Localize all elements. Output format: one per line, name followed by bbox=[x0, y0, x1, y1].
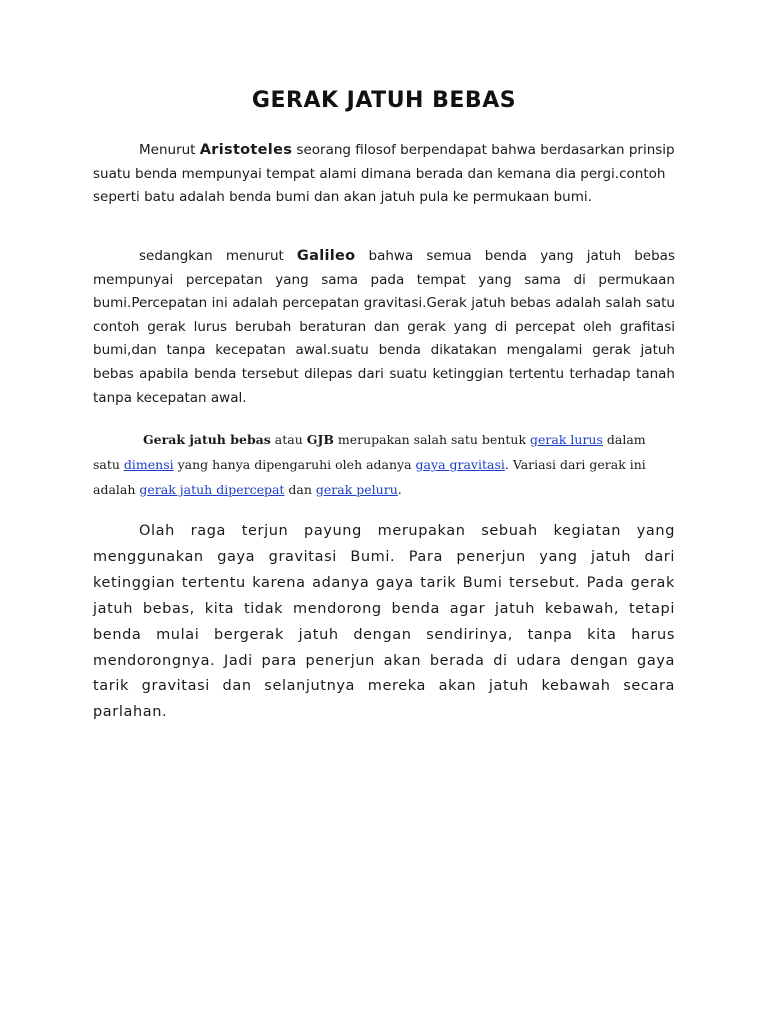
link-gaya-gravitasi[interactable]: gaya gravitasi bbox=[415, 457, 505, 472]
paragraph-galileo bbox=[93, 245, 675, 410]
p1-text-start: Menurut bbox=[139, 142, 200, 158]
link-gerak-peluru[interactable]: gerak peluru bbox=[315, 482, 398, 497]
p3-text-7: . bbox=[397, 482, 402, 497]
p3-text-3: dalam satu bbox=[93, 432, 646, 472]
name-galileo: Galileo bbox=[296, 248, 356, 264]
link-dimensi[interactable]: dimensi bbox=[123, 457, 174, 472]
name-aristoteles: Aristoteles bbox=[199, 142, 293, 158]
p3-text-4: yang hanya dipengaruhi oleh adanya bbox=[173, 457, 416, 472]
p3-text-1: atau bbox=[270, 432, 307, 447]
document-title: GERAK JATUH BEBAS bbox=[251, 88, 517, 113]
p1-text-end: seorang filosof berpendapat bahwa berdasarkan prinsip suatu benda mempunyai tempat alami dimana berada dan kemana dia pergi.contoh seperti batu adalah benda bumi dan akan jatuh pula ke permukaan bumi. bbox=[93, 142, 675, 205]
p3-text-2: merupakan salah satu bentuk bbox=[333, 432, 531, 447]
link-gerak-lurus[interactable]: gerak lurus bbox=[530, 432, 603, 447]
p2-text-start: sedangkan menurut bbox=[139, 248, 297, 264]
paragraph-terjun-payung: Olah raga terjun payung merupakan sebuah kegiatan yang menggunakan gaya gravitasi Bumi. Para penerjun yang jatuh dari ketinggian tertentu karena adanya gaya tarik Bumi tersebut. Pada gerak jatuh bebas, kita tidak mendorong benda agar jatuh kebawah, tetapi benda mulai bergerak jatuh dengan sendirinya, tanpa kita harus mendorongnya. Jadi para penerjun akan berada di udara dengan gaya tarik gravitasi dan selanjutnya mereka akan jatuh kebawah secara parlahan. bbox=[93, 523, 675, 721]
link-gerak-jatuh-dipercepat[interactable]: gerak jatuh dipercepat bbox=[139, 482, 285, 497]
paragraph-aristoteles bbox=[93, 139, 675, 210]
p3-text-5: . Variasi dari gerak ini adalah bbox=[93, 457, 646, 497]
p3-text-6: dan bbox=[284, 482, 316, 497]
p2-text-end: bahwa semua benda yang jatuh bebas mempunyai percepatan yang sama pada tempat yang sama di permukaan bumi.Percepatan ini adalah percepatan gravitasi.Gerak jatuh bebas adalah salah satu contoh gerak lurus berubah beraturan dan gerak yang di percepat oleh grafitasi bumi,dan tanpa kecepatan awal.suatu benda dikatakan mengalami gerak jatuh bebas apabila benda tersebut dilepas dari suatu ketinggian tertentu terhadap tanah tanpa kecepatan awal. bbox=[93, 248, 675, 406]
paragraph-definition bbox=[93, 427, 675, 502]
term-gjb: GJB bbox=[306, 432, 334, 447]
term-gerak-jatuh-bebas: Gerak jatuh bebas bbox=[143, 432, 271, 447]
